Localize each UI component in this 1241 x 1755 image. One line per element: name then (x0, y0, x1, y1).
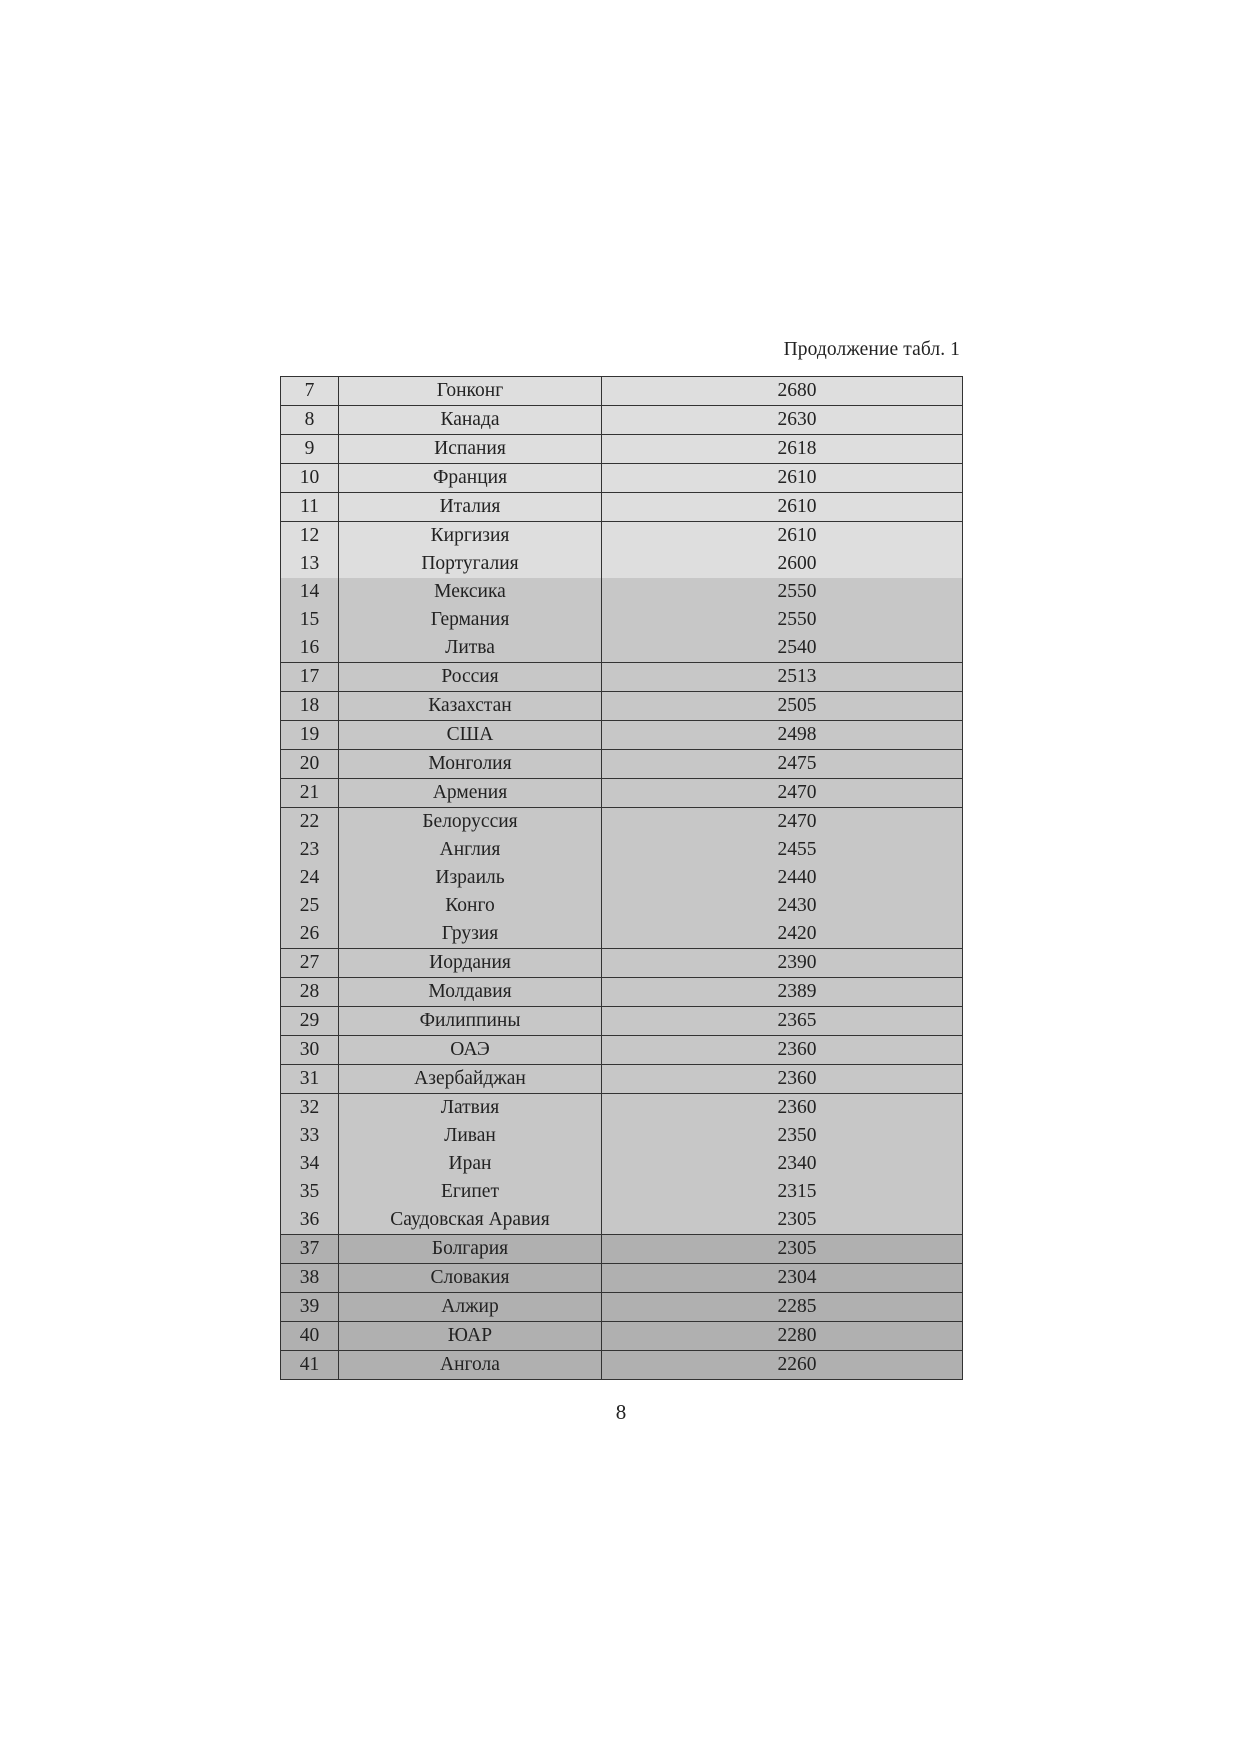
indicator-value: 2350 (602, 1122, 963, 1150)
row-number: 22 (281, 808, 339, 837)
table-row (281, 864, 963, 892)
table-row (281, 1351, 963, 1380)
row-number: 13 (281, 550, 339, 578)
indicator-value: 2455 (602, 836, 963, 864)
indicator-value: 2340 (602, 1150, 963, 1178)
country-name: Саудовская Аравия (339, 1206, 602, 1235)
country-name: Болгария (339, 1235, 602, 1264)
row-number: 39 (281, 1293, 339, 1322)
table-row (281, 1007, 963, 1036)
row-number: 15 (281, 606, 339, 634)
row-number: 34 (281, 1150, 339, 1178)
table-row (281, 550, 963, 578)
table-row (281, 1122, 963, 1150)
row-number: 16 (281, 634, 339, 663)
table-row (281, 779, 963, 808)
indicator-value: 2610 (602, 522, 963, 551)
table-row (281, 1235, 963, 1264)
table-row (281, 435, 963, 464)
row-number: 21 (281, 779, 339, 808)
indicator-value: 2360 (602, 1065, 963, 1094)
indicator-value: 2360 (602, 1094, 963, 1123)
country-name: Конго (339, 892, 602, 920)
country-name: Филиппины (339, 1007, 602, 1036)
country-name: Россия (339, 663, 602, 692)
country-name: Словакия (339, 1264, 602, 1293)
country-name: Латвия (339, 1094, 602, 1123)
row-number: 36 (281, 1206, 339, 1235)
row-number: 38 (281, 1264, 339, 1293)
country-name: Молдавия (339, 978, 602, 1007)
indicator-value: 2610 (602, 493, 963, 522)
country-name: Белоруссия (339, 808, 602, 837)
row-number: 40 (281, 1322, 339, 1351)
table-row (281, 978, 963, 1007)
indicator-value: 2470 (602, 779, 963, 808)
indicator-value: 2540 (602, 634, 963, 663)
row-number: 24 (281, 864, 339, 892)
row-number: 30 (281, 1036, 339, 1065)
row-number: 10 (281, 464, 339, 493)
row-number: 12 (281, 522, 339, 551)
country-name: Иран (339, 1150, 602, 1178)
row-number: 8 (281, 406, 339, 435)
country-name: Армения (339, 779, 602, 808)
table-row (281, 1293, 963, 1322)
country-name: ОАЭ (339, 1036, 602, 1065)
country-name: Азербайджан (339, 1065, 602, 1094)
indicator-value: 2498 (602, 721, 963, 750)
indicator-value: 2550 (602, 606, 963, 634)
country-name: Литва (339, 634, 602, 663)
indicator-value: 2389 (602, 978, 963, 1007)
country-name: Англия (339, 836, 602, 864)
table-row (281, 920, 963, 949)
indicator-value: 2440 (602, 864, 963, 892)
page-number: 8 (615, 1400, 627, 1424)
table-row (281, 493, 963, 522)
indicator-value: 2285 (602, 1293, 963, 1322)
country-name: Франция (339, 464, 602, 493)
table-row (281, 578, 963, 606)
table-row (281, 892, 963, 920)
row-number: 9 (281, 435, 339, 464)
indicator-value: 2260 (602, 1351, 963, 1380)
country-name: Мексика (339, 578, 602, 606)
country-name: Грузия (339, 920, 602, 949)
row-number: 7 (281, 377, 339, 406)
row-number: 37 (281, 1235, 339, 1264)
indicator-value: 2305 (602, 1206, 963, 1235)
indicator-value: 2430 (602, 892, 963, 920)
country-name: Ангола (339, 1351, 602, 1380)
table-row (281, 522, 963, 551)
table-row (281, 721, 963, 750)
table-row (281, 606, 963, 634)
indicator-value: 2600 (602, 550, 963, 578)
indicator-value: 2680 (602, 377, 963, 406)
indicator-value: 2475 (602, 750, 963, 779)
row-number: 20 (281, 750, 339, 779)
row-number: 27 (281, 949, 339, 978)
indicator-value: 2305 (602, 1235, 963, 1264)
table-row (281, 692, 963, 721)
table-row (281, 406, 963, 435)
indicator-value: 2390 (602, 949, 963, 978)
country-name: Ливан (339, 1122, 602, 1150)
country-name: Иордания (339, 949, 602, 978)
table-body (281, 377, 963, 1380)
indicator-value: 2550 (602, 578, 963, 606)
row-number: 14 (281, 578, 339, 606)
table-row (281, 1094, 963, 1123)
country-name: Италия (339, 493, 602, 522)
country-name: США (339, 721, 602, 750)
row-number: 11 (281, 493, 339, 522)
indicator-value: 2315 (602, 1178, 963, 1206)
row-number: 32 (281, 1094, 339, 1123)
country-name: Алжир (339, 1293, 602, 1322)
table-row (281, 377, 963, 406)
indicator-value: 2470 (602, 808, 963, 837)
country-name: Казахстан (339, 692, 602, 721)
table-row (281, 1036, 963, 1065)
row-number: 41 (281, 1351, 339, 1380)
row-number: 29 (281, 1007, 339, 1036)
table-row (281, 808, 963, 837)
row-number: 17 (281, 663, 339, 692)
country-name: Египет (339, 1178, 602, 1206)
row-number: 26 (281, 920, 339, 949)
row-number: 33 (281, 1122, 339, 1150)
table-row (281, 1322, 963, 1351)
country-name: Киргизия (339, 522, 602, 551)
country-name: Гонконг (339, 377, 602, 406)
row-number: 18 (281, 692, 339, 721)
country-name: Израиль (339, 864, 602, 892)
data-table (280, 376, 963, 1380)
table-row (281, 634, 963, 663)
table-row (281, 1264, 963, 1293)
country-name: Испания (339, 435, 602, 464)
indicator-value: 2513 (602, 663, 963, 692)
indicator-value: 2610 (602, 464, 963, 493)
indicator-value: 2365 (602, 1007, 963, 1036)
table-row (281, 949, 963, 978)
indicator-value: 2360 (602, 1036, 963, 1065)
row-number: 25 (281, 892, 339, 920)
row-number: 31 (281, 1065, 339, 1094)
table-caption: Продолжение табл. 1 (783, 339, 960, 360)
table-row (281, 464, 963, 493)
row-number: 23 (281, 836, 339, 864)
indicator-value: 2420 (602, 920, 963, 949)
table-row (281, 836, 963, 864)
table-row (281, 750, 963, 779)
country-name: Португалия (339, 550, 602, 578)
row-number: 28 (281, 978, 339, 1007)
country-name: Канада (339, 406, 602, 435)
indicator-value: 2630 (602, 406, 963, 435)
table-row (281, 1065, 963, 1094)
indicator-value: 2505 (602, 692, 963, 721)
indicator-value: 2304 (602, 1264, 963, 1293)
country-name: Германия (339, 606, 602, 634)
table-row (281, 1178, 963, 1206)
table-row (281, 1206, 963, 1235)
row-number: 19 (281, 721, 339, 750)
country-name: Монголия (339, 750, 602, 779)
country-name: ЮАР (339, 1322, 602, 1351)
indicator-value: 2618 (602, 435, 963, 464)
indicator-value: 2280 (602, 1322, 963, 1351)
table-row (281, 1150, 963, 1178)
table-row (281, 663, 963, 692)
row-number: 35 (281, 1178, 339, 1206)
